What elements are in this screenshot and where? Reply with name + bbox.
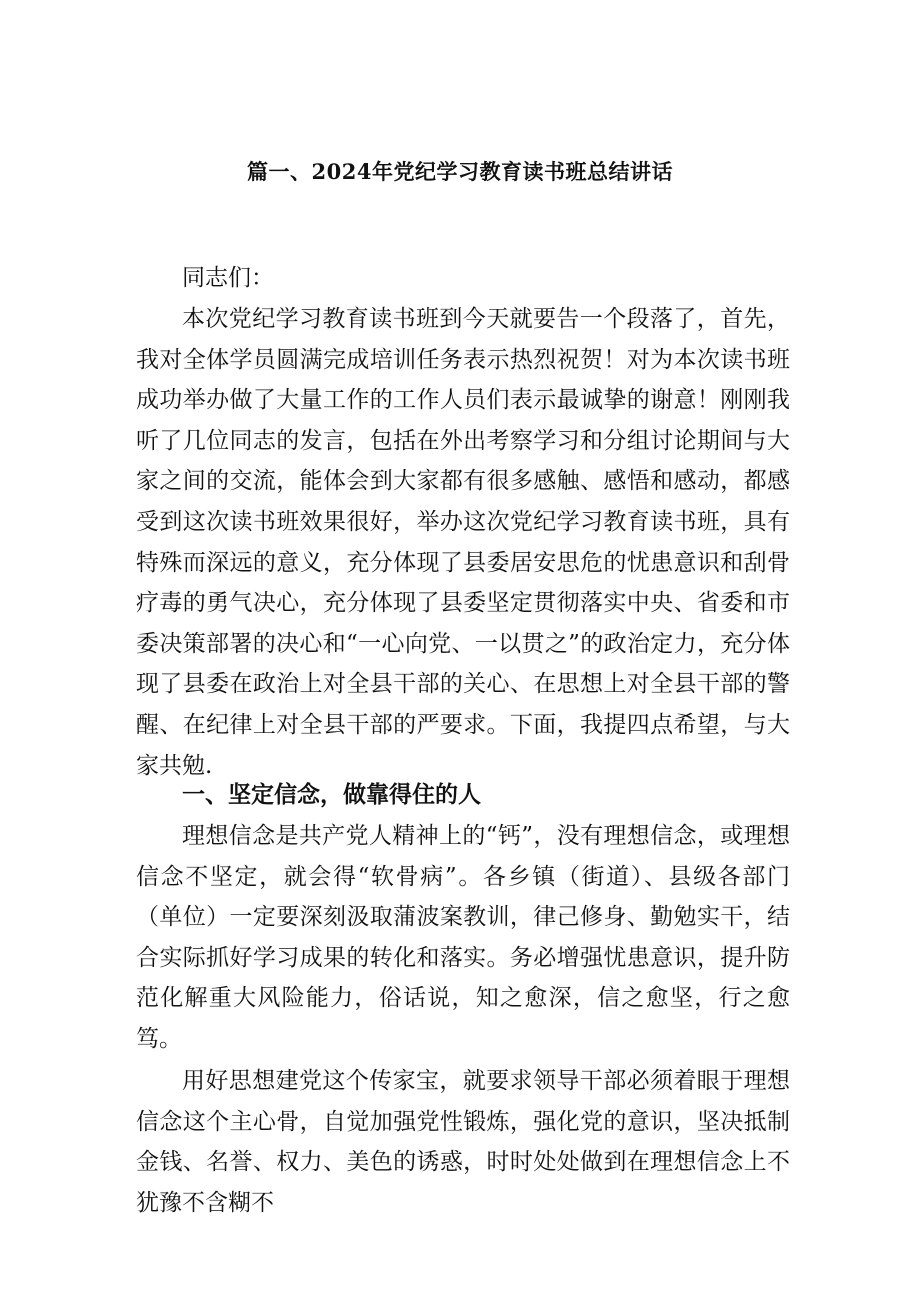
paragraph-party-building: 用好思想建党这个传家宝，就要求领导干部必须着眼于理想信念这个主心骨，自觉加强党性锻炼，强化党的意识，坚决抵制金钱、名誉、权力、美色的诱惑，时时处处做到在理想信念上不犹豫不含糊不 (136, 1068, 790, 1216)
section-heading: 一、坚定信念，做靠得住的人 (182, 781, 481, 808)
salutation: 同志们： (182, 265, 274, 291)
paragraph-intro: 本次党纪学习教育读书班到今天就要告一个段落了，首先，我对全体学员圆满完成培训任务表示热烈祝贺！对为本次读书班成功举办做了大量工作的工作人员们表示最诚挚的谢意！刚刚我听了几位同志的发言，包括在外出考察学习和分组讨论期间与大家之间的交流，能体会到大家都有很多感触、感悟和感动，都感受到这次读书班效果很好，举办这次党纪学习教育读书班，具有特殊而深远的意义，充分体现了县委居安思危的忧患意识和刮骨疗毒的勇气决心，充分体现了县委坚定贯彻落实中央、省委和市委决策部署的决心和“一心向党、一以贯之”的政治定力，充分体现了县委在政治上对全县干部的关心、在思想上对全县干部的警醒、在纪律上对全县干部的严要求。下面，我提四点希望，与大家共勉. (136, 306, 790, 779)
paragraph-faith: 理想信念是共产党人精神上的“钙”，没有理想信念，或理想信念不坚定，就会得“软骨病”。各乡镇（街道）、县级各部门（单位）一定要深刻汲取蒲波案教训，律己修身、勤勉实干，结合实际抓好学习成果的转化和落实。务必增强忧患意识，提升防范化解重大风险能力，俗话说，知之愈深，信之愈坚，行之愈笃。 (136, 823, 790, 1052)
document-title: 篇一、2024年党纪学习教育读书班总结讲话 (247, 159, 673, 184)
